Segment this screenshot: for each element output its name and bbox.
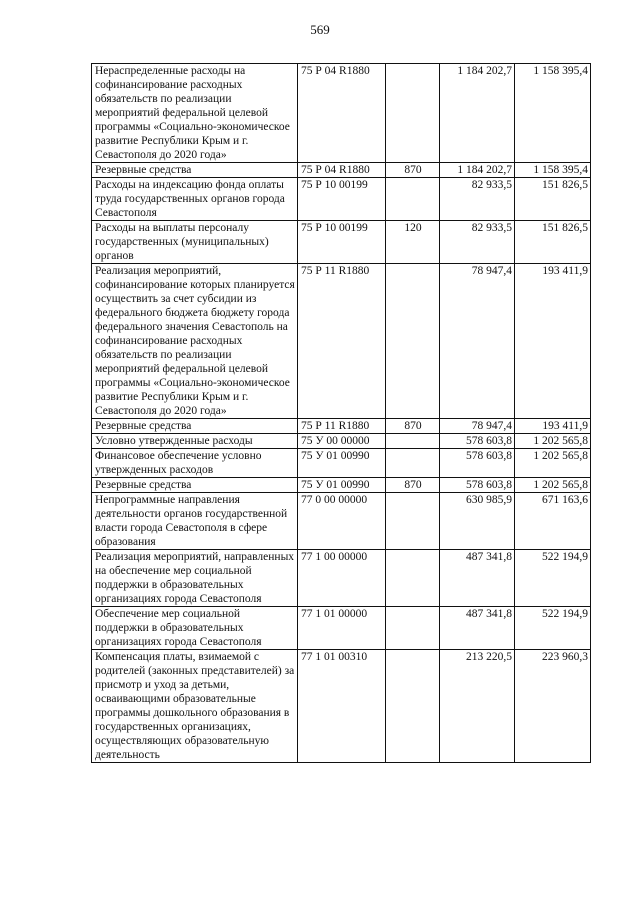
- amount-year-1-cell: 578 603,8: [440, 449, 515, 478]
- table-row: [92, 449, 591, 478]
- amount-year-1-cell: 1 184 202,7: [440, 64, 515, 163]
- table-row: [92, 607, 591, 650]
- amount-year-1-cell: 78 947,4: [440, 264, 515, 419]
- amount-year-2-cell: 1 202 565,8: [515, 434, 591, 449]
- budget-table-body: [92, 64, 591, 763]
- amount-year-2-cell: 223 960,3: [515, 650, 591, 763]
- amount-year-2-cell: 1 202 565,8: [515, 449, 591, 478]
- table-row: [92, 178, 591, 221]
- expense-type-code-cell: 120: [386, 221, 440, 264]
- amount-year-1-cell: 487 341,8: [440, 607, 515, 650]
- expense-name-cell: Финансовое обеспечение условно утвержденных расходов: [92, 449, 298, 478]
- amount-year-2-cell: 522 194,9: [515, 550, 591, 607]
- amount-year-2-cell: 1 202 565,8: [515, 478, 591, 493]
- table-row: [92, 419, 591, 434]
- table-row: [92, 650, 591, 763]
- amount-year-2-cell: 522 194,9: [515, 607, 591, 650]
- target-article-code-cell: 77 1 01 00000: [298, 607, 386, 650]
- target-article-code-cell: 75 У 01 00990: [298, 449, 386, 478]
- expense-name-cell: Резервные средства: [92, 419, 298, 434]
- amount-year-2-cell: 151 826,5: [515, 178, 591, 221]
- budget-table: [91, 63, 591, 763]
- expense-name-cell: Реализация мероприятий, направленных на обеспечение мер социальной поддержки в образовательных организациях города Севастополя: [92, 550, 298, 607]
- amount-year-2-cell: 1 158 395,4: [515, 163, 591, 178]
- table-row: [92, 163, 591, 178]
- page-number: 569: [310, 22, 330, 37]
- expense-type-code-cell: [386, 449, 440, 478]
- target-article-code-cell: 75 Р 04 R1880: [298, 163, 386, 178]
- target-article-code-cell: 77 0 00 00000: [298, 493, 386, 550]
- expense-name-cell: Компенсация платы, взимаемой с родителей (законных представителей) за присмотр и уход за детьми, осваивающими образовательные программы дошкольного образования в государственных организациях, осуществляющих образовательную деятельность: [92, 650, 298, 763]
- expense-type-code-cell: [386, 264, 440, 419]
- target-article-code-cell: 75 Р 10 00199: [298, 178, 386, 221]
- amount-year-1-cell: 82 933,5: [440, 221, 515, 264]
- expense-type-code-cell: [386, 550, 440, 607]
- expense-type-code-cell: [386, 607, 440, 650]
- table-row: [92, 264, 591, 419]
- amount-year-1-cell: 487 341,8: [440, 550, 515, 607]
- expense-name-cell: Нераспределенные расходы на софинансирование расходных обязательств по реализации мероприятий федеральной целевой программы «Социально-экономическое развитие Республики Крым и г. Севастополя до 2020 года»: [92, 64, 298, 163]
- expense-name-cell: Условно утвержденные расходы: [92, 434, 298, 449]
- expense-type-code-cell: [386, 493, 440, 550]
- amount-year-2-cell: 193 411,9: [515, 264, 591, 419]
- expense-name-cell: Обеспечение мер социальной поддержки в образовательных организациях города Севастополя: [92, 607, 298, 650]
- target-article-code-cell: 75 Р 04 R1880: [298, 64, 386, 163]
- expense-type-code-cell: [386, 434, 440, 449]
- expense-name-cell: Непрограммные направления деятельности органов государственной власти города Севастополя в сфере образования: [92, 493, 298, 550]
- amount-year-1-cell: 78 947,4: [440, 419, 515, 434]
- expense-name-cell: Расходы на выплаты персоналу государственных (муниципальных) органов: [92, 221, 298, 264]
- amount-year-2-cell: 193 411,9: [515, 419, 591, 434]
- expense-name-cell: Расходы на индексацию фонда оплаты труда государственных органов города Севастополя: [92, 178, 298, 221]
- table-row: [92, 221, 591, 264]
- table-row: [92, 478, 591, 493]
- target-article-code-cell: 75 У 01 00990: [298, 478, 386, 493]
- target-article-code-cell: 77 1 00 00000: [298, 550, 386, 607]
- amount-year-1-cell: 213 220,5: [440, 650, 515, 763]
- expense-name-cell: Резервные средства: [92, 163, 298, 178]
- table-row: [92, 550, 591, 607]
- table-row: [92, 493, 591, 550]
- amount-year-2-cell: 151 826,5: [515, 221, 591, 264]
- amount-year-1-cell: 82 933,5: [440, 178, 515, 221]
- target-article-code-cell: 75 Р 11 R1880: [298, 419, 386, 434]
- amount-year-1-cell: 1 184 202,7: [440, 163, 515, 178]
- target-article-code-cell: 75 Р 11 R1880: [298, 264, 386, 419]
- table-row: [92, 434, 591, 449]
- amount-year-2-cell: 671 163,6: [515, 493, 591, 550]
- target-article-code-cell: 77 1 01 00310: [298, 650, 386, 763]
- amount-year-2-cell: 1 158 395,4: [515, 64, 591, 163]
- amount-year-1-cell: 630 985,9: [440, 493, 515, 550]
- expense-type-code-cell: [386, 64, 440, 163]
- expense-type-code-cell: 870: [386, 419, 440, 434]
- expense-type-code-cell: [386, 178, 440, 221]
- table-row: [92, 64, 591, 163]
- expense-type-code-cell: 870: [386, 163, 440, 178]
- target-article-code-cell: 75 У 00 00000: [298, 434, 386, 449]
- expense-name-cell: Реализация мероприятий, софинансирование которых планируется осуществить за счет субсидии из федерального бюджета бюджету города федерального значения Севастополь на софинансирование расходных обязательств по реализации мероприятий федеральной целевой программы «Социально-экономическое развитие Республики Крым и г. Севастополя до 2020 года»: [92, 264, 298, 419]
- amount-year-1-cell: 578 603,8: [440, 478, 515, 493]
- amount-year-1-cell: 578 603,8: [440, 434, 515, 449]
- expense-name-cell: Резервные средства: [92, 478, 298, 493]
- expense-type-code-cell: [386, 650, 440, 763]
- expense-type-code-cell: 870: [386, 478, 440, 493]
- target-article-code-cell: 75 Р 10 00199: [298, 221, 386, 264]
